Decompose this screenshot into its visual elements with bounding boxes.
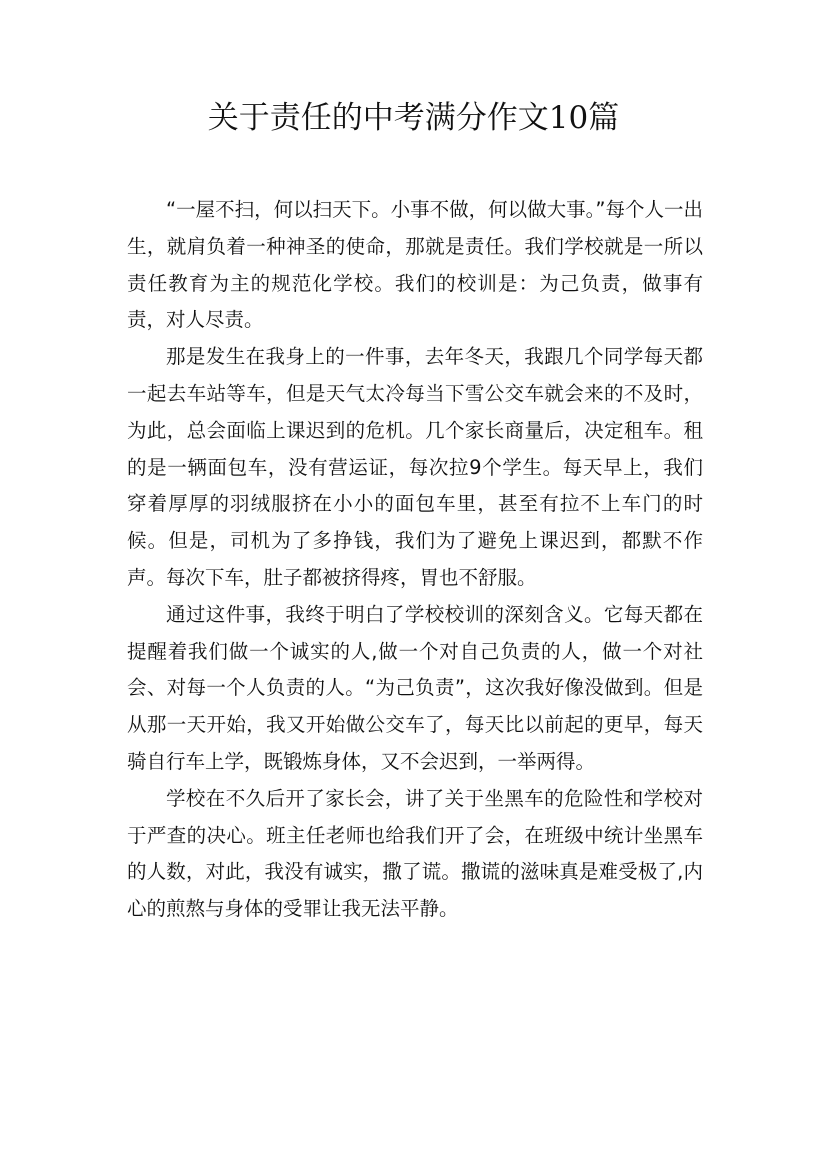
paragraph-1: “一屋不扫，何以扫天下。小事不做，何以做大事。”每个人一出生，就肩负着一种神圣的使命，那就是责任。我们学校就是一所以责任教育为主的规范化学校。我们的校训是：为己负责，做事有责，对人尽责。: [127, 198, 703, 332]
document-body: [127, 192, 703, 928]
paragraph-3: 通过这件事，我终于明白了学校校训的深刻含义。它每天都在提醒着我们做一个诚实的人,做一个对自己负责的人，做一个对社会、对每一个人负责的人。“为己负责”，这次我好像没做到。但是从那一天开始，我又开始做公交车了，每天比以前起的更早，每天骑自行车上学，既锻炼身体，又不会迟到，一举两得。: [127, 602, 703, 773]
document-title: 关于责任的中考满分作文10篇: [207, 100, 620, 136]
paragraph-2: 那是发生在我身上的一件事，去年冬天，我跟几个同学每天都一起去车站等车，但是天气太冷每当下雪公交车就会来的不及时，为此，总会面临上课迟到的危机。几个家长商量后，决定租车。租的是一辆面包车，没有营运证，每次拉9个学生。每天早上，我们穿着厚厚的羽绒服挤在小小的面包车里，甚至有拉不上车门的时候。但是，司机为了多挣钱，我们为了避免上课迟到，都默不作声。每次下车，肚子都被挤得疼，胃也不舒服。: [127, 345, 703, 589]
paragraph-4: 学校在不久后开了家长会，讲了关于坐黑车的危险性和学校对于严查的决心。班主任老师也给我们开了会，在班级中统计坐黑车的人数，对此，我没有诚实，撒了谎。撒谎的滋味真是难受极了,内心的煎熬与身体的受罪让我无法平静。: [127, 786, 703, 921]
